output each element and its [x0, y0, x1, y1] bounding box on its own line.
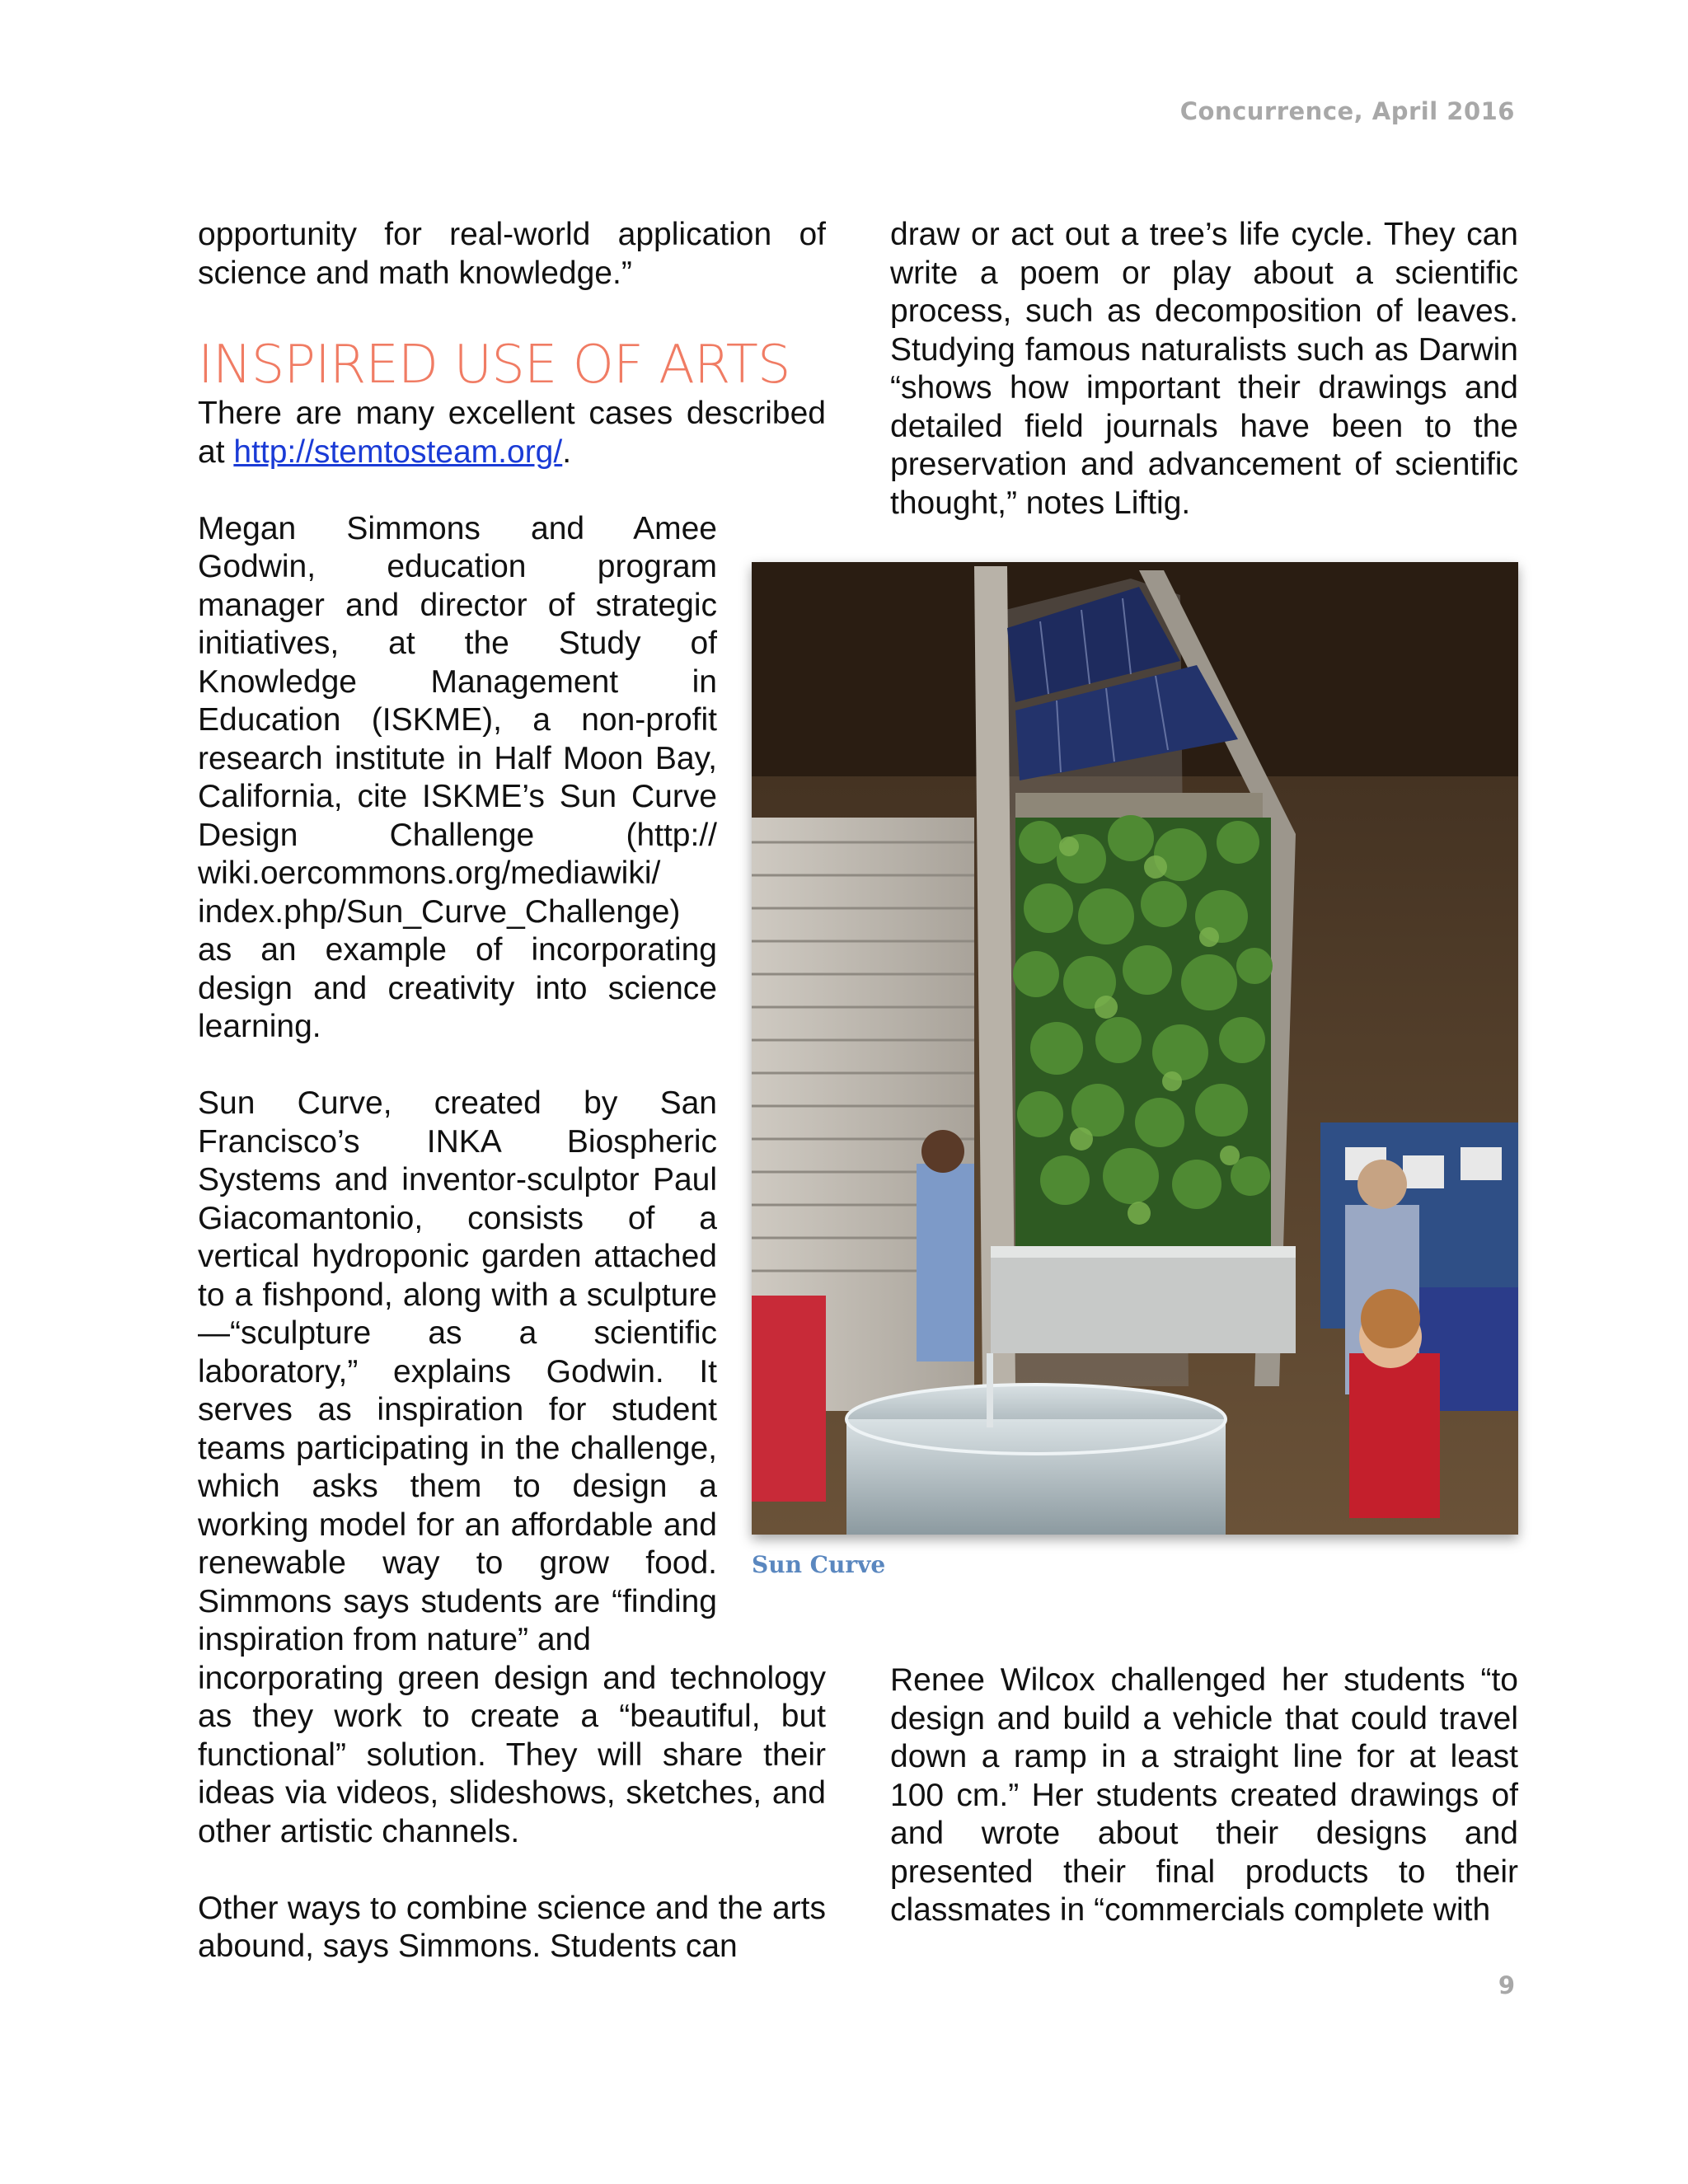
section-heading: INSPIRED USE OF ARTS	[198, 335, 790, 396]
right-column-top	[890, 216, 1518, 523]
paragraph: incorporating green design and technology as they work to create a “beautiful, but functional” solution. They will share their ideas via videos, slideshows, sketches, and other artistic channels.	[198, 1660, 826, 1849]
paragraph-text: .	[562, 434, 572, 470]
sun-curve-photo	[752, 562, 1518, 1535]
paragraph: draw or act out a tree’s life cycle. They can write a poem or play about a scientific process, such as decomposition of leaves. Studying famous naturalists such as Darwin “shows how important their drawings and detailed field journals have been to the preservation and advancement of scientific thought,” notes Liftig.	[890, 217, 1518, 521]
paragraph: Megan Simmons and Amee Godwin, education program manager and director of strategic initiatives, at the Study of Knowledge Management in Education (ISKME), a non-profit research institute in Half Moon Bay, California, cite ISKME’s Sun Curve Design Challenge (http:// wiki.oercommons.org/mediawiki/ index.php/Sun_Curve_Challenge) as an example of incorporating design and creativity into science learning.	[198, 510, 717, 1044]
paragraph: Renee Wilcox challenged her students “to design and build a vehicle that could travel down a ramp in a straight line for at least 100 cm.” Her students created drawings of and wrote about their designs and presented their final products to their classmates in “commercials complete with	[890, 1662, 1518, 1928]
stemtosteam-link[interactable]: http://stemtosteam.org/	[233, 434, 563, 470]
page-number: 9	[1498, 1971, 1515, 1999]
paragraph: Other ways to combine science and the arts abound, says Simmons. Students can	[198, 1890, 826, 1964]
paragraph: opportunity for real-world application of science and math knowledge.”	[198, 217, 826, 291]
paragraph-links	[198, 395, 826, 471]
figure-caption: Sun Curve	[752, 1551, 886, 1578]
paragraph-text: There are many excellent cases described at	[198, 396, 826, 470]
running-header: Concurrence, April 2016	[1179, 97, 1515, 125]
right-column-bottom	[890, 1661, 1518, 1930]
sun-curve-illustration	[752, 562, 1518, 1535]
paragraph: Sun Curve, created by San Francisco’s INKA Biospheric Systems and inventor-sculptor Paul Giacomantonio, consists of a vertical hydroponic garden attached to a fishpond, along with a sculpture —“sculpture as a scientific laboratory,” explains Godwin. It serves as inspiration for student teams participating in the challenge, which asks them to design a working model for an affordable and renewable way to grow food. Simmons says students are “finding inspiration from nature” and	[198, 1085, 717, 1657]
left-column	[198, 216, 826, 1966]
